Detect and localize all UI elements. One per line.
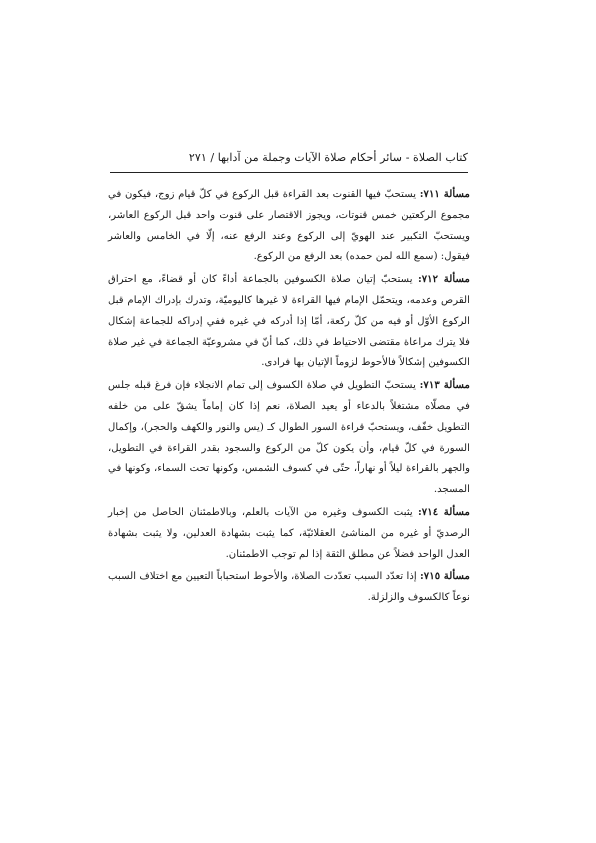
issue-label: مسألة ٧١٤:: [418, 505, 471, 518]
issue-714: [108, 502, 470, 565]
header-divider: [110, 172, 468, 173]
running-header: كتاب الصلاة - سائر أحكام صلاة الآيات وجملة من آدابها / ٢٧١: [188, 151, 468, 164]
issue-711: [108, 184, 470, 268]
issue-text: يستحبّ التطويل في صلاة الكسوف إلى تمام الانجلاء فإن فرغ قبله جلس في مصلّاه مشتغلاً بالدعاء أو يعيد الصلاة، نعم إذا كان إماماً يشقّ على من خلفه التطويل خفّف، ويستحبّ قراءة السور الطوال كـ (يس والنور والكهف والحجر)، وإكمال السورة في كلّ قيام، وأن يكون كلّ من الركوع والسجود بقدر القراءة في التطويل، والجهر بالقراءة ليلاً أو نهاراً، حتّى في كسوف الشمس، وكونها تحت السماء، وكونها في المسجد.: [108, 380, 470, 496]
issue-712: [108, 269, 470, 374]
issue-label: مسألة ٧١٢:: [417, 273, 470, 286]
issue-label: مسألة ٧١٥:: [420, 570, 470, 583]
page-body: [108, 184, 470, 609]
issue-715: [108, 566, 470, 609]
issue-text: يستحبّ إتيان صلاة الكسوفين بالجماعة أداءً كان أو قضاءً، مع احتراق القرص وعدمه، ويتحمّل الإمام فيها القراءة لا غيرها كاليوميّة، وتدرك بإدراك الإمام قبل الركوع الأوّل أو فيه من كلّ ركعة، أمّا إذا أدركه في غيره ففي إدراكه للجماعة إشكال فلا يترك مراعاة مقتضى الاحتياط في ذلك، كما أنّ في مشروعيّة الجماعة في غير صلاة الكسوفين إشكالاً فالأحوط لزوماً الإتيان بها فرادى.: [108, 274, 470, 369]
issue-label: مسألة ٧١١:: [419, 188, 471, 200]
issue-713: [108, 375, 470, 501]
issue-text: يستحبّ فيها القنوت بعد القراءة قبل الركوع في كلّ قيام زوج، فيكون في مجموع الركعتين خمس قنوتات، ويجوز الاقتصار على قنوت واحد قبل الركوع العاشر، ويستحبّ التكبير عند الهويّ إلى الركوع وعند الرفع عنه، إلّا في الخامس والعاشر فيقول: (سمع الله لمن حمده) بعد الرفع من الركوع.: [108, 189, 470, 263]
issue-label: مسألة ٧١٣:: [419, 379, 470, 392]
issue-text: يثبت الكسوف وغيره من الآيات بالعلم، وبالاطمئنان الحاصل من إخبار الرصديّ أو غيره من المناشئ العقلائيّة، كما يثبت بشهادة العدلين، ولا يثبت بشهادة العدل الواحد فضلاً عن مطلق الثقة إذا لم توجب الاطمئنان.: [108, 506, 470, 560]
issue-text: إذا تعدّد السبب تعدّدت الصلاة، والأحوط استحباباً التعيين مع اختلاف السبب نوعاً كالكسوف والزلزلة.: [108, 571, 470, 604]
